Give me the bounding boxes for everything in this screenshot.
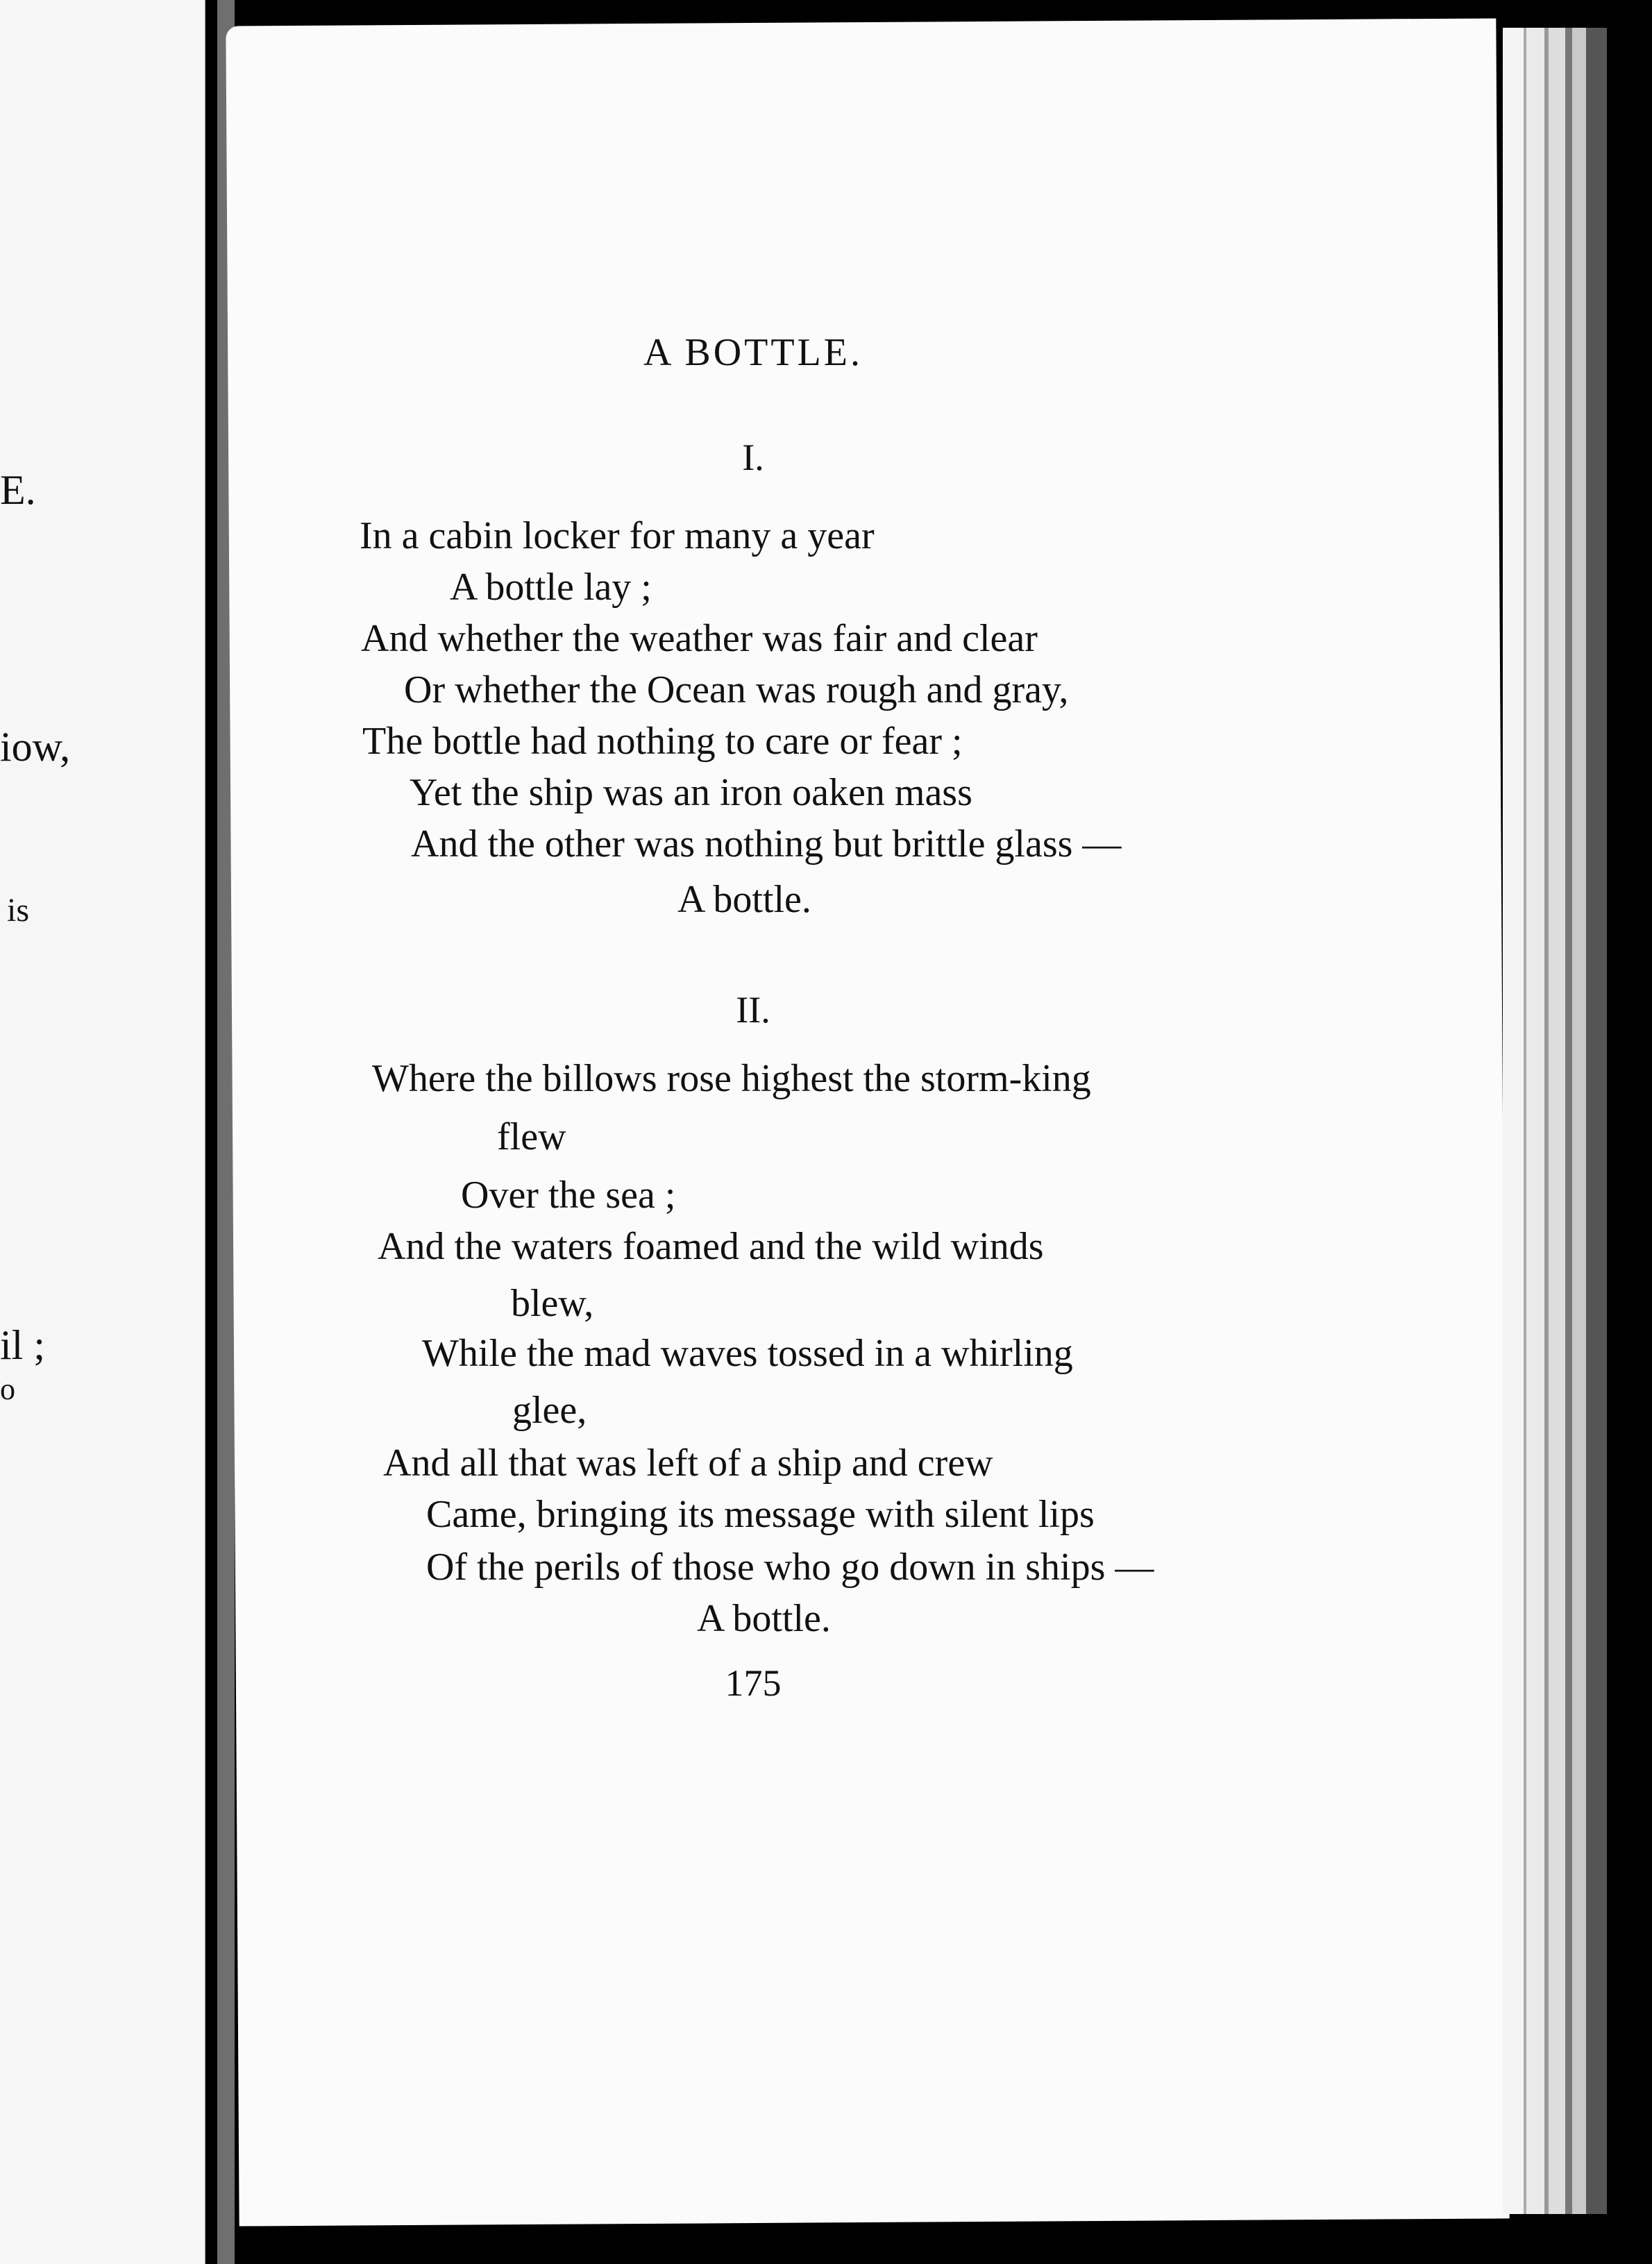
poem-line: A bottle lay ; bbox=[450, 566, 652, 609]
poem-line: Of the perils of those who go down in ships — bbox=[426, 1546, 1154, 1589]
poem-line: And all that was left of a ship and crew bbox=[383, 1442, 993, 1485]
left-page-fragment: il ; bbox=[0, 1322, 46, 1368]
page-number: 175 bbox=[725, 1662, 782, 1704]
left-page-fragment: E. bbox=[0, 467, 36, 513]
poem-line: The bottle had nothing to care or fear ; bbox=[362, 720, 963, 763]
poem-line: In a cabin locker for many a year bbox=[360, 514, 875, 557]
poem-line: Over the sea ; bbox=[461, 1174, 676, 1217]
poem-line: Or whether the Ocean was rough and gray, bbox=[404, 668, 1069, 711]
left-page-fragment: iow, bbox=[0, 724, 71, 770]
poem-line: A bottle. bbox=[677, 878, 811, 921]
page-edges bbox=[1503, 28, 1607, 2214]
stanza-number: I. bbox=[742, 437, 764, 478]
left-page bbox=[0, 0, 223, 2264]
poem-line: blew, bbox=[511, 1282, 594, 1325]
poem-line: A bottle. bbox=[697, 1597, 831, 1640]
left-page-fragment: is bbox=[7, 892, 30, 929]
poem-line: And whether the weather was fair and clear bbox=[361, 617, 1038, 660]
poem-line: And the other was nothing but brittle glass — bbox=[411, 822, 1122, 865]
poem-line: Where the billows rose highest the storm-king bbox=[372, 1057, 1091, 1100]
poem-line: While the mad waves tossed in a whirling bbox=[422, 1332, 1073, 1375]
poem-title: A BOTTLE. bbox=[643, 331, 863, 374]
poem-line: flew bbox=[497, 1115, 566, 1158]
stanza-number: II. bbox=[736, 989, 770, 1031]
poem-line: And the waters foamed and the wild winds bbox=[378, 1225, 1044, 1268]
left-page-fragment: o bbox=[0, 1372, 15, 1406]
poem-line: Yet the ship was an iron oaken mass bbox=[410, 771, 972, 814]
poem-line: glee, bbox=[512, 1389, 587, 1432]
poem-line: Came, bringing its message with silent lips bbox=[426, 1493, 1095, 1536]
